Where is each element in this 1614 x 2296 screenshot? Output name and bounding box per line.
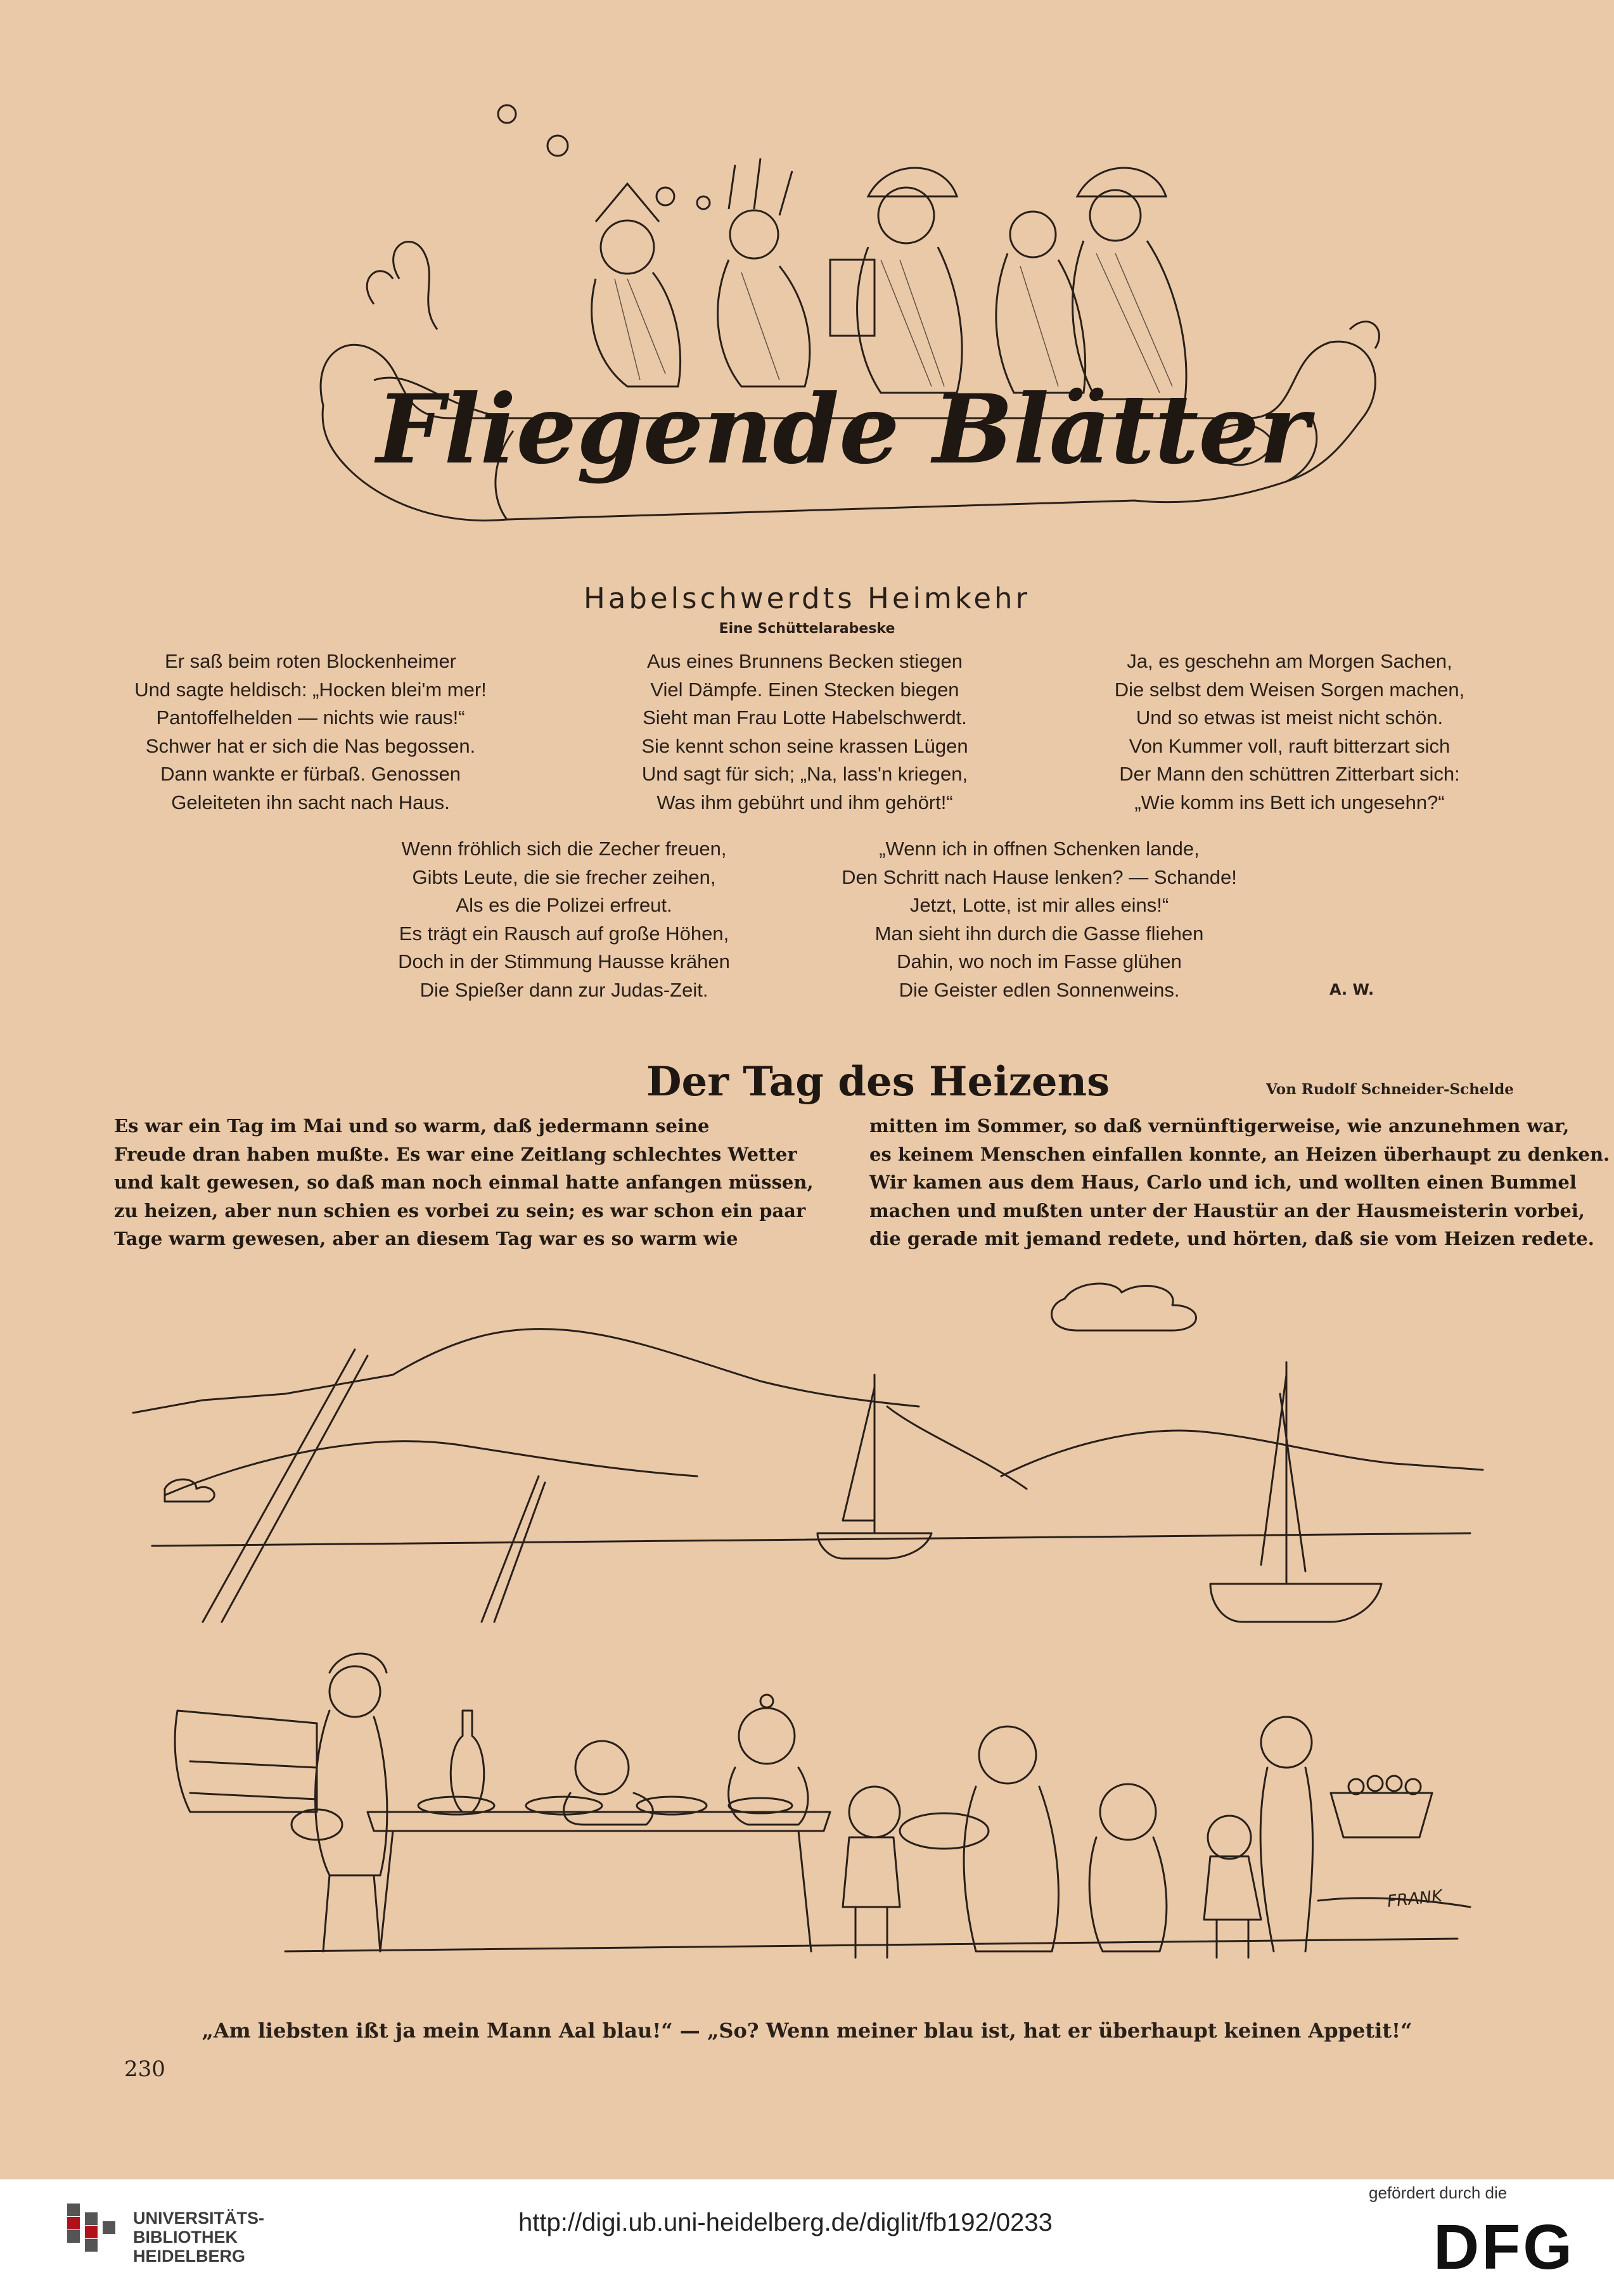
masthead-title: Fliegende Blätter (376, 374, 1309, 485)
poem-stanza-1: Er saß beim roten Blockenheimer Und sagte heldisch: „Hocken blei'm mer! Pantoffelhelden — nichts wie raus!“ Schwer hat er sich die Nas begossen. Dann wankte er fürbaß. Genossen Geleiteten ihn sacht nach Haus. (134, 650, 487, 813)
child-figure (843, 1787, 900, 1958)
masthead-banner (298, 89, 1400, 545)
article-column-right: mitten im Sommer, so daß vernünftigerweise, wie anzunehmen war, es keinem Menschen einfallen konnte, an Heizen überhaupt zu denken. Wir kamen aus dem Haus, Carlo und ich, und wollten einen Bummel machen und mußten unter der Haustür an der Hausmeisterin vorbei, die gerade mit jemand redete, und hörten, daß sie vom Heizen redete. (869, 1115, 1610, 1250)
poem-stanza-5: „Wenn ich in offnen Schenken lande, Den Schritt nach Hause lenken? — Schande! Jetzt, Lotte, ist mir alles eins!“ Man sieht ihn durch die Gasse fliehen Dahin, wo noch im Fasse glühen Die Geister edlen Sonnenweins. (842, 838, 1237, 1001)
university-name: UNIVERSITÄTS- BIBLIOTHEK HEIDELBERG (133, 2209, 265, 2266)
woman-with-basket-figure (900, 1726, 1058, 1951)
fruit-basket (1331, 1793, 1432, 1837)
ground-line (285, 1939, 1457, 1951)
sailboat-right (1210, 1362, 1381, 1622)
artist-signature: FRANK (1386, 1886, 1444, 1911)
moored-boat (175, 1711, 317, 1812)
dfg-logo: DFG (1433, 2212, 1575, 2283)
poem-stanza-3: Ja, es geschehn am Morgen Sachen, Die selbst dem Weisen Sorgen machen, Und so etwas ist meist nicht schön. Von Kummer voll, rauft bitterzart sich Der Mann den schüttren Zitterbart sich: „Wie komm ins Bett ich ungesehn?“ (1114, 650, 1465, 813)
poem-title: Habelschwerdts Heimkehr (583, 582, 1031, 615)
mountain-ridge (133, 1329, 919, 1413)
article-title: Der Tag des Heizens (646, 1058, 1110, 1106)
hill-right (1001, 1431, 1483, 1476)
page-number: 230 (124, 2057, 165, 2082)
tall-man-figure (1260, 1717, 1312, 1951)
hill-middle (165, 1441, 697, 1495)
funded-by-label: gefördert durch die (1369, 2183, 1508, 2202)
poem-signature: A. W. (1329, 981, 1374, 998)
source-url-link[interactable]: http://digi.ub.uni-heidelberg.de/diglit/fb192/0233 (518, 2209, 1053, 2236)
horizon (152, 1533, 1470, 1546)
girl-figure (1204, 1816, 1261, 1958)
market-illustration (127, 1267, 1489, 2002)
boat-mast-left (203, 1349, 368, 1622)
older-woman-figure (1089, 1784, 1167, 1951)
cloud-right (1052, 1284, 1196, 1330)
article-column-left: Es war ein Tag im Mai und so warm, daß jedermann seine Freude dran haben mußte. Es war eine Zeitlang schlechtes Wetter und kalt gewesen, so daß man noch einmal hatte anfangen müssen, zu heizen, aber nun schien es vorbei zu sein; es war schon ein paar Tage warm gewesen, aber an diesem Tag war es so warm wie (114, 1115, 814, 1250)
market-table (368, 1812, 830, 1951)
fisherman-figure (291, 1654, 387, 1951)
cloud-left (165, 1479, 214, 1502)
sailboat-middle (817, 1375, 932, 1559)
boat-mast-middle (482, 1476, 545, 1622)
woman-vendor-figure (729, 1695, 808, 1825)
poem-stanza-2: Aus eines Brunnens Becken stiegen Viel Dämpfe. Einen Stecken biegen Sieht man Frau Lotte Habelschwerdt. Sie kennt schon seine krassen Lügen Und sagt für sich; „Na, lass'n kriegen, Was ihm gebührt und ihm gehört!“ (641, 650, 968, 813)
poem-subtitle: Eine Schüttelarabeske (719, 621, 895, 637)
university-logo-icon (61, 2197, 122, 2261)
article-byline: Von Rudolf Schneider-Schelde (1266, 1081, 1514, 1098)
poem-stanza-4: Wenn fröhlich sich die Zecher freuen, Gibts Leute, die sie frecher zeihen, Als es die Polizei erfreut. Es trägt ein Rausch auf große Höhen, Doch in der Stimmung Hausse krähen Die Spießer dann zur Judas-Zeit. (398, 838, 730, 1001)
illustration-caption: „Am liebsten ißt ja mein Mann Aal blau!“ — „So? Wenn meiner blau ist, hat er überhaupt keinen Appetit!“ (202, 2019, 1412, 2043)
